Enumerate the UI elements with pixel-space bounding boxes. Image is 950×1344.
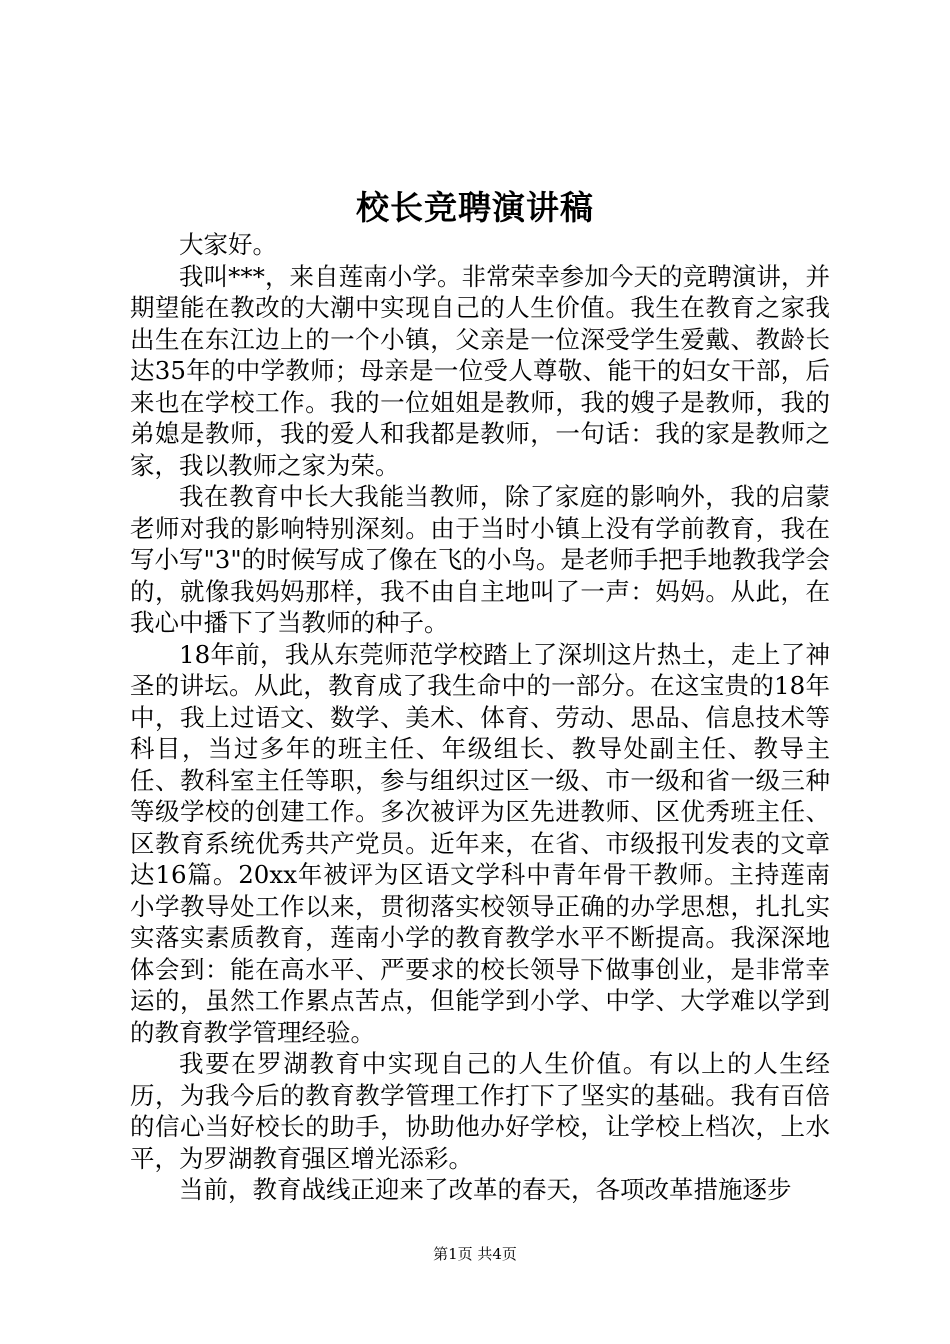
paragraph-reform: 当前，教育战线正迎来了改革的春天，各项改革措施逐步: [179, 1175, 792, 1204]
paragraph-childhood: 我在教育中长大我能当教师，除了家庭的影响外，我的启蒙老师对我的影响特别深刻。由于当时小镇上没有学前教育，我在写小写"3"的时候写成了像在飞的小鸟。是老师手把手地教我学会的，就像我妈妈那样，我不由自主地叫了一声：妈妈。从此，在我心中播下了当教师的种子。: [130, 482, 830, 637]
paragraph-greeting: 大家好。: [179, 230, 277, 259]
paragraph-introduction: 我叫***，来自莲南小学。非常荣幸参加今天的竞聘演讲，并期望能在教改的大潮中实现自己的人生价值。我生在教育之家我出生在东江边上的一个小镇，父亲是一位深受学生爱戴、教龄长达35年的中学教师；母亲是一位受人尊敬、能干的妇女干部，后来也在学校工作。我的一位姐姐是教师，我的嫂子是教师，我的弟媳是教师，我的爱人和我都是教师，一句话：我的家是教师之家，我以教师之家为荣。: [130, 261, 830, 480]
paragraph-goal: 我要在罗湖教育中实现自己的人生价值。有以上的人生经历，为我今后的教育教学管理工作打下了坚实的基础。我有百倍的信心当好校长的助手，协助他办好学校，让学校上档次，上水平，为罗湖教育强区增光添彩。: [130, 1049, 830, 1173]
paragraph-career: 18年前，我从东莞师范学校踏上了深圳这片热土，走上了神圣的讲坛。从此，教育成了我生命中的一部分。在这宝贵的18年中，我上过语文、数学、美术、体育、劳动、思品、信息技术等科目，当过多年的班主任、年级组长、教导处副主任、教导主任、教科室主任等职，参与组织过区一级、市一级和省一级三种等级学校的创建工作。多次被评为区先进教师、区优秀班主任、区教育系统优秀共产党员。近年来，在省、市级报刊发表的文章达16篇。20xx年被评为区语文学科中青年骨干教师。主持莲南小学教导处工作以来，贯彻落实校领导正确的办学思想，扎扎实实落实素质教育，莲南小学的教育教学水平不断提高。我深深地体会到：能在高水平、严要求的校长领导下做事创业，是非常幸运的，虽然工作累点苦点，但能学到小学、中学、大学难以学到的教育教学管理经验。: [130, 639, 830, 1047]
document-body: [130, 229, 830, 1206]
document-title: 校长竞聘演讲稿: [356, 188, 594, 227]
page-number-footer: 第1页 共4页: [433, 1245, 517, 1263]
